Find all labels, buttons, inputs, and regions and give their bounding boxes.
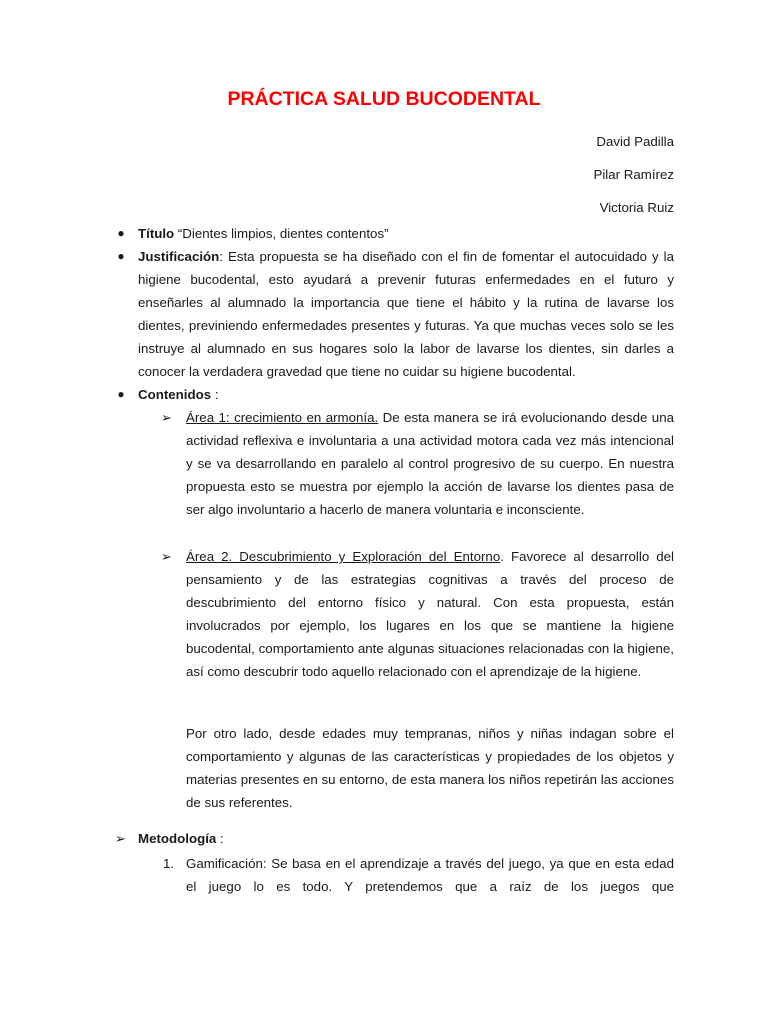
area1-heading: Área 1: crecimiento en armonía. bbox=[186, 410, 379, 425]
list-number: 1. bbox=[163, 856, 175, 871]
area1-text bbox=[186, 406, 674, 521]
bullet-icon: ● bbox=[117, 387, 125, 401]
author-name: Pilar Ramírez bbox=[593, 167, 674, 182]
bullet-icon: ● bbox=[117, 249, 125, 263]
author-name: Victoria Ruiz bbox=[599, 200, 674, 215]
arrow-bullet-icon: ➢ bbox=[161, 410, 172, 425]
titulo-label: Título bbox=[138, 226, 175, 241]
metodologia-label: Metodología bbox=[138, 831, 217, 846]
justificacion-body: : Esta propuesta se ha diseñado con el fin de fomentar el autocuidado y la higiene bucodental, esto ayudará a prevenir futuras enfermedades en el futuro y enseñarles al alumnado la importancia que tiene el hábito y la rutina de lavarse los dientes, previniendo enfermedades presentes y futuras. Ya que muchas veces solo se les instruye al alumnado en sus hogares solo la labor de lavarse los dientes, sin darles a conocer la verdadera gravedad que tiene no cuidar su higiene bucodental. bbox=[138, 249, 674, 379]
document-title: PRÁCTICA SALUD BUCODENTAL bbox=[227, 88, 541, 110]
area2-text bbox=[186, 545, 674, 683]
justificacion-label: Justificación bbox=[138, 249, 220, 264]
arrow-bullet-icon: ➢ bbox=[161, 549, 172, 564]
arrow-bullet-icon: ➢ bbox=[115, 831, 126, 846]
titulo-value: “Dientes limpios, dientes contentos” bbox=[174, 226, 389, 241]
contenidos-heading bbox=[138, 383, 674, 406]
titulo-text bbox=[138, 222, 674, 245]
justificacion-text bbox=[138, 245, 674, 383]
contenidos-label: Contenidos bbox=[138, 387, 212, 402]
metodologia-item1-text: Gamificación: Se basa en el aprendizaje a través del juego, ya que en esta edad el juego lo es todo. Y pretendemos que a raíz de los juegos que bbox=[186, 856, 674, 894]
area2-body: . Favorece al desarrollo del pensamiento y de las estrategias cognitivas a través del proceso de descubrimiento del entorno físico y natural. Con esta propuesta, están involucrados por ejemplo, los lugares en los que se mantiene la higiene bucodental, comportamiento ante algunas situaciones relacionadas con la higiene, así como descubrir todo aquello relacionado con el aprendizaje de la higiene. bbox=[186, 549, 674, 679]
area1-body: De esta manera se irá evolucionando desde una actividad reflexiva e involuntaria a una actividad motora cada vez más intencional y se va desarrollando en paralelo al control progresivo de su cuerpo. En nuestra propuesta esto se muestra por ejemplo la acción de lavarse los dientes pasa de ser algo involuntario a hacerlo de manera voluntaria e inconsciente. bbox=[186, 410, 674, 517]
authors-block bbox=[593, 125, 674, 224]
metodologia-heading bbox=[138, 827, 674, 850]
area2-heading: Área 2. Descubrimiento y Exploración del Entorno bbox=[186, 549, 501, 564]
contenidos-suffix: : bbox=[211, 387, 219, 402]
metodologia-suffix: : bbox=[216, 831, 224, 846]
author-name: David Padilla bbox=[596, 134, 674, 149]
bullet-icon: ● bbox=[117, 226, 125, 240]
area2-paragraph2-text: Por otro lado, desde edades muy tempranas, niños y niñas indagan sobre el comportamiento y algunas de las características y propiedades de los objetos y materias presentes en su entorno, de esta manera los niños repetirán las acciones de sus referentes. bbox=[186, 726, 674, 810]
